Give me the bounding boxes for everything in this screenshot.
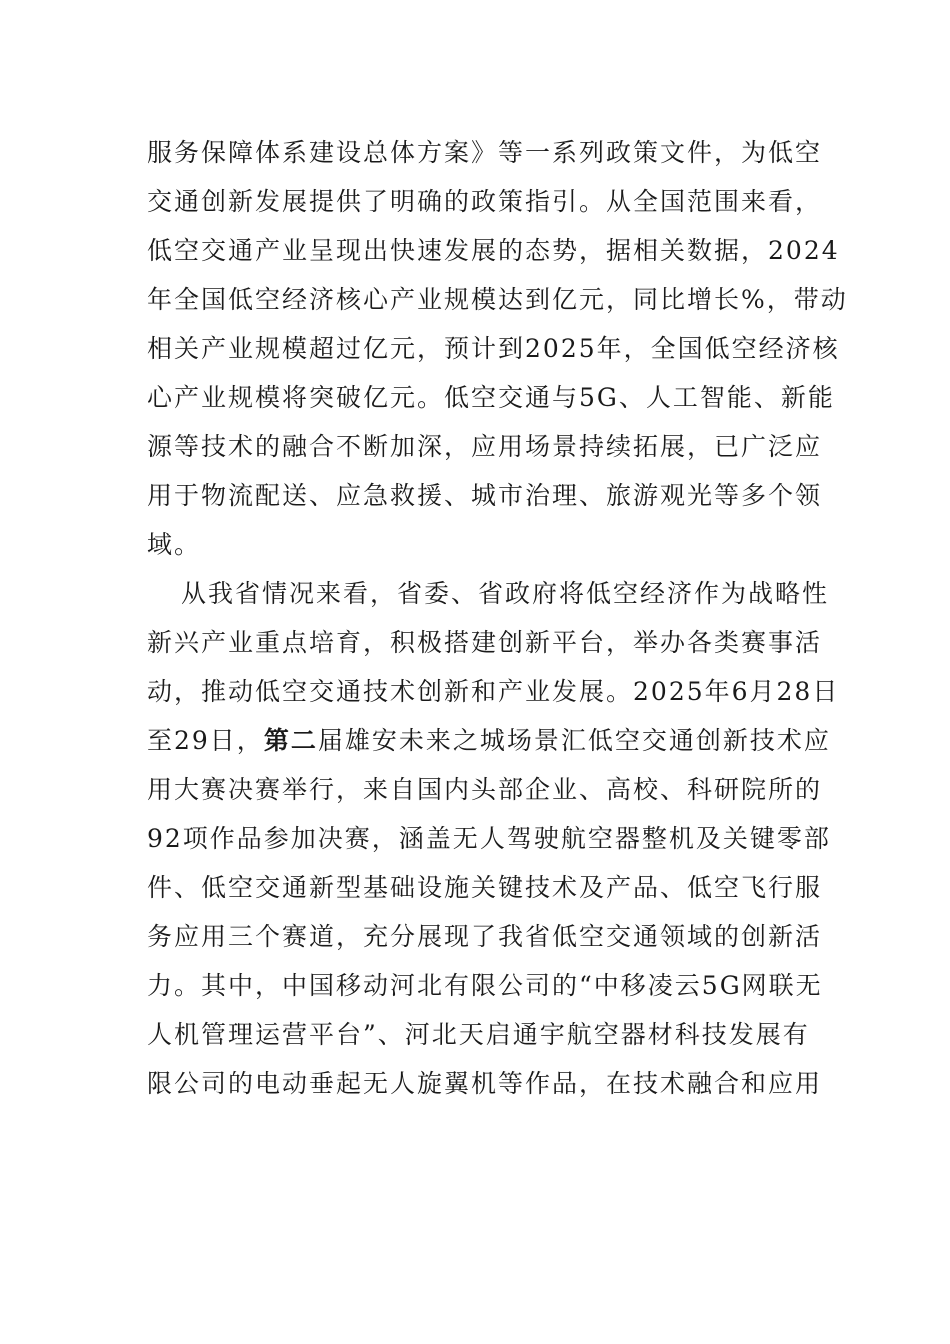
text-line: 新兴产业重点培育，积极搭建创新平台，举办各类赛事活 <box>147 628 823 657</box>
body-text <box>147 128 848 1108</box>
text-line: 服务保障体系建设总体方案》等一系列政策文件，为低空 <box>147 138 823 167</box>
text-line: 动，推动低空交通技术创新和产业发展。2025年6月28日 <box>147 677 840 706</box>
text-line: 人机管理运营平台”、河北天启通宇航空器材科技发展有 <box>147 1020 810 1049</box>
text-line: 用于物流配送、应急救援、城市治理、旅游观光等多个领 <box>147 481 823 510</box>
text-line: 交通创新发展提供了明确的政策指引。从全国范围来看， <box>147 187 823 216</box>
text-line: 件、低空交通新型基础设施关键技术及产品、低空飞行服 <box>147 873 823 902</box>
text-line: 用大赛决赛举行，来自国内头部企业、高校、科研院所的 <box>147 775 823 804</box>
text-line: 年全国低空经济核心产业规模达到亿元，同比增长%，带动 <box>147 285 848 314</box>
text-line: 源等技术的融合不断加深，应用场景持续拓展，已广泛应 <box>147 432 823 461</box>
text-line: 相关产业规模超过亿元，预计到2025年，全国低空经济核 <box>147 334 840 363</box>
text-line: 域。 <box>147 530 202 559</box>
bold-text: 第二 <box>263 726 318 755</box>
text-segment: 至29日， <box>147 726 264 755</box>
text-line: 92项作品参加决赛，涵盖无人驾驶航空器整机及关键零部 <box>147 824 831 853</box>
text-line: 力。其中，中国移动河北有限公司的“中移凌云5G网联无 <box>147 971 823 1000</box>
text-segment: 届雄安未来之城场景汇低空交通创新技术应 <box>317 726 831 755</box>
text-line: 低空交通产业呈现出快速发展的态势，据相关数据，2024 <box>147 236 840 265</box>
text-line: 心产业规模将突破亿元。低空交通与5G、人工智能、新能 <box>147 383 835 412</box>
paragraph-2 <box>147 569 840 1108</box>
text-line: 从我省情况来看，省委、省政府将低空经济作为战略性 <box>181 579 830 608</box>
text-line: 限公司的电动垂起无人旋翼机等作品，在技术融合和应用 <box>147 1069 823 1098</box>
text-line: 务应用三个赛道，充分展现了我省低空交通领域的创新活 <box>147 922 823 951</box>
paragraph-1 <box>147 128 848 569</box>
text-line-mixed <box>147 716 831 765</box>
